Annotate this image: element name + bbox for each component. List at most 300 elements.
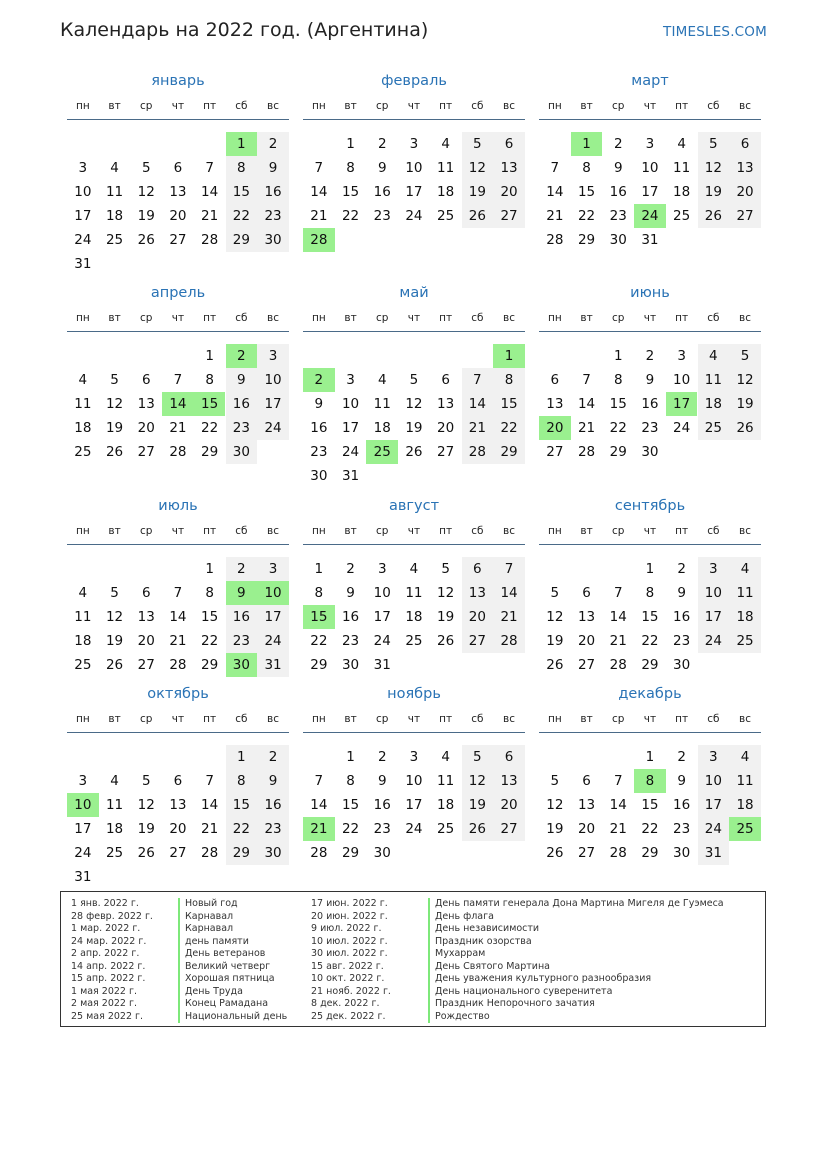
day-cell: 5 [441, 561, 450, 577]
day-cell: 12 [698, 156, 730, 180]
month-name: июнь [630, 285, 670, 301]
weekday-header: сб [707, 100, 720, 112]
weekday-header: сб [707, 525, 720, 537]
weekday-header: вт [344, 713, 357, 725]
day-cell: 27 [169, 845, 187, 861]
day-cell: 18 [729, 605, 761, 629]
day-cell: 29 [609, 444, 627, 460]
day-cell: 31 [74, 869, 92, 885]
day-cell: 6 [441, 372, 450, 388]
weekday-header: сб [471, 100, 484, 112]
legend-date: 2 мая 2022 г. [71, 998, 137, 1009]
day-cell: 20 [462, 605, 494, 629]
day-cell: 12 [462, 156, 494, 180]
day-cell: 11 [729, 581, 761, 605]
day-cell: 2 [346, 561, 355, 577]
day-cell: 11 [74, 609, 92, 625]
day-cell: 8 [613, 372, 623, 388]
day-cell: 2 [645, 348, 655, 364]
weekday-header: чт [407, 312, 421, 324]
day-cell: 21 [201, 208, 219, 224]
day-cell: 1 [571, 132, 603, 156]
day-cell: 31 [341, 468, 360, 484]
day-cell: 15 [341, 797, 360, 813]
header-rule [67, 119, 289, 120]
day-cell: 17 [74, 208, 92, 224]
day-cell: 17 [257, 392, 289, 416]
day-cell: 11 [437, 773, 455, 789]
weekday-header: вт [580, 713, 593, 725]
legend-date: 15 авг. 2022 г. [311, 960, 384, 972]
day-cell: 3 [645, 136, 655, 152]
weekday-header: вс [503, 525, 516, 537]
day-cell: 10 [257, 581, 289, 605]
legend-holiday-name: Мухаррам [428, 948, 724, 961]
day-cell: 20 [577, 821, 596, 837]
day-cell: 25 [105, 232, 124, 248]
day-cell: 24 [74, 232, 92, 248]
weekday-header: вс [503, 100, 516, 112]
day-cell: 16 [226, 605, 258, 629]
day-cell: 6 [582, 773, 591, 789]
day-cell: 24 [405, 821, 423, 837]
day-cell: 8 [314, 585, 324, 601]
day-cell: 22 [201, 420, 219, 436]
day-cell: 18 [729, 793, 761, 817]
day-cell: 26 [462, 204, 494, 228]
day-cell: 10 [641, 160, 659, 176]
day-cell: 26 [546, 845, 564, 861]
weekday-header: пт [203, 100, 217, 112]
day-cell: 20 [493, 793, 525, 817]
weekday-header: сб [235, 312, 248, 324]
weekday-header: пт [439, 100, 453, 112]
day-cell: 23 [341, 633, 360, 649]
day-cell: 14 [310, 184, 328, 200]
weekday-header: сб [235, 525, 248, 537]
day-cell: 30 [673, 657, 691, 673]
day-cell: 1 [613, 348, 623, 364]
day-cell: 7 [613, 773, 623, 789]
day-cell: 4 [677, 136, 686, 152]
day-cell: 21 [493, 605, 525, 629]
weekday-header: чт [171, 525, 185, 537]
header-rule [303, 732, 525, 733]
day-cell: 8 [205, 372, 214, 388]
day-cell: 5 [729, 344, 761, 368]
day-cell: 25 [366, 440, 398, 464]
day-cell: 4 [729, 745, 761, 769]
header-rule [67, 732, 289, 733]
legend-holiday-name: День национального суверенитета [428, 986, 724, 999]
day-cell: 20 [137, 633, 155, 649]
weekday-header: вс [739, 100, 752, 112]
day-cell: 11 [673, 160, 691, 176]
day-cell: 3 [257, 557, 289, 581]
day-cell: 20 [539, 416, 571, 440]
day-cell: 13 [493, 769, 525, 793]
day-cell: 27 [577, 657, 596, 673]
weekday-header: ср [140, 100, 153, 112]
day-cell: 7 [550, 160, 560, 176]
day-cell: 22 [226, 204, 258, 228]
legend-date: 14 апр. 2022 г. [71, 960, 146, 972]
weekday-header: вт [580, 525, 593, 537]
header-rule [539, 544, 761, 545]
day-cell: 6 [462, 557, 494, 581]
month-name: апрель [150, 285, 206, 301]
weekday-header: вт [580, 100, 593, 112]
day-cell: 16 [641, 396, 659, 412]
day-cell: 23 [310, 444, 328, 460]
day-cell: 25 [437, 208, 455, 224]
weekday-header: вс [739, 312, 752, 324]
day-cell: 16 [257, 180, 289, 204]
day-cell: 24 [341, 444, 360, 460]
day-cell: 14 [493, 581, 525, 605]
day-cell: 22 [201, 633, 219, 649]
day-cell: 18 [437, 184, 455, 200]
day-cell: 27 [462, 629, 494, 653]
weekday-header: ср [612, 713, 625, 725]
day-cell: 30 [310, 468, 328, 484]
day-cell: 9 [346, 585, 355, 601]
day-cell: 27 [577, 845, 596, 861]
day-cell: 24 [257, 629, 289, 653]
day-cell: 27 [137, 444, 155, 460]
day-cell: 28 [546, 232, 564, 248]
legend-holiday-name: Карнавал [178, 911, 287, 924]
weekday-header: вт [108, 100, 121, 112]
legend-holiday-name: Карнавал [178, 923, 287, 936]
day-cell: 1 [226, 132, 258, 156]
weekday-header: чт [171, 713, 185, 725]
legend-date: 10 июл. 2022 г. [311, 935, 388, 947]
day-cell: 9 [257, 156, 289, 180]
day-cell: 18 [405, 609, 423, 625]
day-cell: 15 [201, 609, 219, 625]
legend-holiday-name: День памяти генерала Дона Мартина Мигеля де Гуэмеса [428, 898, 724, 911]
day-cell: 28 [169, 444, 187, 460]
day-cell: 7 [462, 368, 494, 392]
weekday-header: ср [376, 312, 389, 324]
day-cell: 15 [194, 392, 226, 416]
day-cell: 28 [201, 845, 219, 861]
day-cell: 12 [105, 609, 124, 625]
site-link[interactable]: TIMESLES.COM [663, 24, 767, 40]
day-cell: 21 [462, 416, 494, 440]
day-cell: 29 [341, 845, 360, 861]
legend-date: 24 мар. 2022 г. [71, 935, 147, 947]
day-cell: 9 [226, 581, 258, 605]
day-cell: 16 [257, 793, 289, 817]
day-cell: 4 [441, 749, 450, 765]
weekday-header: сб [235, 713, 248, 725]
day-cell: 23 [226, 416, 258, 440]
weekday-header: чт [407, 525, 421, 537]
day-cell: 31 [641, 232, 659, 248]
legend-names-col-1 [178, 898, 287, 1023]
month-name: ноябрь [387, 686, 441, 702]
legend-date: 8 дек. 2022 г. [311, 998, 380, 1009]
legend-date: 15 апр. 2022 г. [71, 973, 146, 984]
day-cell: 11 [729, 769, 761, 793]
day-cell: 11 [437, 160, 455, 176]
weekday-header: пн [311, 525, 326, 537]
day-cell: 22 [641, 633, 659, 649]
day-cell: 18 [74, 633, 92, 649]
day-cell: 3 [698, 557, 730, 581]
day-cell: 6 [493, 132, 525, 156]
day-cell: 28 [201, 232, 219, 248]
weekday-header: пт [675, 713, 689, 725]
weekday-header: пт [203, 525, 217, 537]
legend-holiday-name: День флага [428, 911, 724, 924]
day-cell: 7 [205, 160, 214, 176]
day-cell: 19 [105, 420, 124, 436]
day-cell: 10 [341, 396, 360, 412]
month-name: февраль [381, 73, 447, 89]
day-cell: 30 [226, 440, 258, 464]
day-cell: 21 [169, 633, 187, 649]
day-cell: 7 [613, 585, 623, 601]
weekday-header: ср [140, 713, 153, 725]
weekday-header: сб [471, 713, 484, 725]
day-cell: 22 [493, 416, 525, 440]
day-cell: 2 [257, 132, 289, 156]
day-cell: 9 [257, 769, 289, 793]
day-cell: 5 [110, 585, 119, 601]
day-cell: 19 [137, 821, 155, 837]
day-cell: 17 [698, 605, 730, 629]
day-cell: 8 [346, 160, 355, 176]
day-cell: 22 [341, 821, 360, 837]
day-cell: 3 [377, 561, 387, 577]
weekday-header: ср [140, 525, 153, 537]
day-cell: 22 [310, 633, 328, 649]
weekday-header: пн [547, 312, 562, 324]
legend-date: 25 дек. 2022 г. [311, 1010, 386, 1022]
day-cell: 26 [437, 633, 455, 649]
weekday-header: пт [439, 525, 453, 537]
day-cell: 28 [577, 444, 596, 460]
weekday-header: пт [203, 713, 217, 725]
weekday-header: вт [108, 713, 121, 725]
day-cell: 26 [105, 657, 124, 673]
day-cell: 9 [645, 372, 655, 388]
day-cell: 29 [641, 657, 659, 673]
day-cell: 27 [493, 817, 525, 841]
day-cell: 12 [437, 585, 455, 601]
day-cell: 16 [310, 420, 328, 436]
day-cell: 31 [74, 256, 92, 272]
day-cell: 2 [303, 368, 335, 392]
day-cell: 8 [226, 156, 258, 180]
day-cell: 5 [462, 132, 494, 156]
day-cell: 11 [105, 184, 124, 200]
day-cell: 25 [105, 845, 124, 861]
day-cell: 19 [462, 793, 494, 817]
day-cell: 22 [577, 208, 596, 224]
day-cell: 16 [341, 609, 360, 625]
day-cell: 11 [74, 396, 92, 412]
weekday-header: вт [344, 525, 357, 537]
day-cell: 11 [373, 396, 391, 412]
legend-holiday-name: Праздник озорства [428, 936, 724, 949]
day-cell: 23 [373, 821, 391, 837]
legend-date: 9 июл. 2022 г. [311, 923, 382, 934]
legend-holiday-name: День независимости [428, 923, 724, 936]
day-cell: 18 [698, 392, 730, 416]
day-cell: 4 [78, 585, 88, 601]
day-cell: 12 [462, 769, 494, 793]
weekday-header: пн [311, 713, 326, 725]
day-cell: 21 [546, 208, 564, 224]
weekday-header: пт [675, 312, 689, 324]
day-cell: 6 [141, 372, 151, 388]
legend-holiday-name: день памяти [178, 936, 287, 949]
header-rule [303, 119, 525, 120]
legend-date: 25 мая 2022 г. [71, 1010, 144, 1022]
day-cell: 18 [105, 821, 124, 837]
day-cell: 14 [310, 797, 328, 813]
day-cell: 23 [641, 420, 659, 436]
header-rule [539, 331, 761, 332]
day-cell: 23 [257, 817, 289, 841]
day-cell: 5 [409, 372, 419, 388]
day-cell: 13 [437, 396, 455, 412]
day-cell: 25 [74, 657, 92, 673]
day-cell: 26 [405, 444, 423, 460]
day-cell: 23 [673, 633, 691, 649]
day-cell: 6 [493, 745, 525, 769]
weekday-header: чт [171, 312, 185, 324]
legend-holiday-name: Новый год [178, 898, 287, 911]
month-name: октябрь [147, 686, 209, 702]
day-cell: 14 [162, 392, 194, 416]
day-cell: 24 [698, 817, 730, 841]
day-cell: 1 [645, 561, 655, 577]
weekday-header: пн [75, 312, 90, 324]
weekday-header: пт [675, 100, 689, 112]
legend-holiday-name: Рождество [428, 1011, 724, 1024]
header-rule [539, 119, 761, 120]
day-cell: 10 [698, 769, 730, 793]
legend-names-col-2 [428, 898, 724, 1023]
day-cell: 24 [698, 629, 730, 653]
day-cell: 15 [341, 184, 360, 200]
weekday-header: ср [612, 100, 625, 112]
legend-holiday-name: День Труда [178, 986, 287, 999]
day-cell: 16 [609, 184, 627, 200]
day-cell: 21 [201, 821, 219, 837]
day-cell: 1 [346, 136, 355, 152]
day-cell: 30 [609, 232, 627, 248]
weekday-header: вс [503, 713, 516, 725]
day-cell: 28 [609, 657, 627, 673]
day-cell: 24 [373, 633, 391, 649]
day-cell: 5 [698, 132, 730, 156]
day-cell: 12 [729, 368, 761, 392]
weekday-header: ср [612, 312, 625, 324]
month-name: май [399, 285, 429, 301]
weekday-header: вт [108, 312, 121, 324]
weekday-header: чт [643, 312, 657, 324]
day-cell: 6 [173, 773, 183, 789]
day-cell: 2 [677, 749, 686, 765]
day-cell: 7 [493, 557, 525, 581]
day-cell: 29 [201, 657, 219, 673]
legend-holiday-name: День Святого Мартина [428, 961, 724, 974]
month-name: декабрь [618, 686, 682, 702]
weekday-header: вс [267, 100, 280, 112]
day-cell: 14 [609, 609, 627, 625]
day-cell: 19 [462, 180, 494, 204]
day-cell: 10 [74, 184, 92, 200]
day-cell: 3 [346, 372, 355, 388]
weekday-header: чт [643, 525, 657, 537]
day-cell: 29 [226, 228, 258, 252]
day-cell: 28 [609, 845, 627, 861]
month-name: март [631, 73, 669, 89]
legend-holiday-name: Конец Рамадана [178, 998, 287, 1011]
day-cell: 3 [698, 745, 730, 769]
day-cell: 2 [226, 344, 258, 368]
header-rule [303, 544, 525, 545]
day-cell: 28 [462, 440, 494, 464]
weekday-header: пт [675, 525, 689, 537]
weekday-header: ср [612, 525, 625, 537]
day-cell: 25 [437, 821, 455, 837]
day-cell: 13 [577, 609, 596, 625]
day-cell: 16 [673, 797, 691, 813]
day-cell: 17 [666, 392, 698, 416]
day-cell: 21 [609, 633, 627, 649]
day-cell: 5 [550, 773, 560, 789]
weekday-header: пт [439, 312, 453, 324]
weekday-header: пн [75, 525, 90, 537]
day-cell: 30 [641, 444, 659, 460]
day-cell: 14 [577, 396, 596, 412]
day-cell: 5 [462, 745, 494, 769]
day-cell: 29 [493, 440, 525, 464]
day-cell: 2 [677, 561, 686, 577]
day-cell: 6 [173, 160, 183, 176]
day-cell: 18 [437, 797, 455, 813]
weekday-header: вс [739, 713, 752, 725]
header-rule [303, 331, 525, 332]
day-cell: 7 [582, 372, 591, 388]
day-cell: 4 [409, 561, 419, 577]
day-cell: 25 [405, 633, 423, 649]
day-cell: 17 [373, 609, 391, 625]
day-cell: 9 [677, 585, 686, 601]
day-cell: 20 [493, 180, 525, 204]
day-cell: 28 [493, 629, 525, 653]
day-cell: 22 [341, 208, 360, 224]
day-cell: 9 [377, 773, 387, 789]
legend-date: 28 февр. 2022 г. [71, 910, 153, 922]
legend-date: 21 нояб. 2022 г. [311, 985, 391, 997]
day-cell: 7 [205, 773, 214, 789]
weekday-header: ср [376, 713, 389, 725]
day-cell: 4 [110, 160, 119, 176]
day-cell: 13 [729, 156, 761, 180]
day-cell: 9 [226, 368, 258, 392]
day-cell: 13 [546, 396, 564, 412]
day-cell: 11 [698, 368, 730, 392]
day-cell: 21 [577, 420, 596, 436]
